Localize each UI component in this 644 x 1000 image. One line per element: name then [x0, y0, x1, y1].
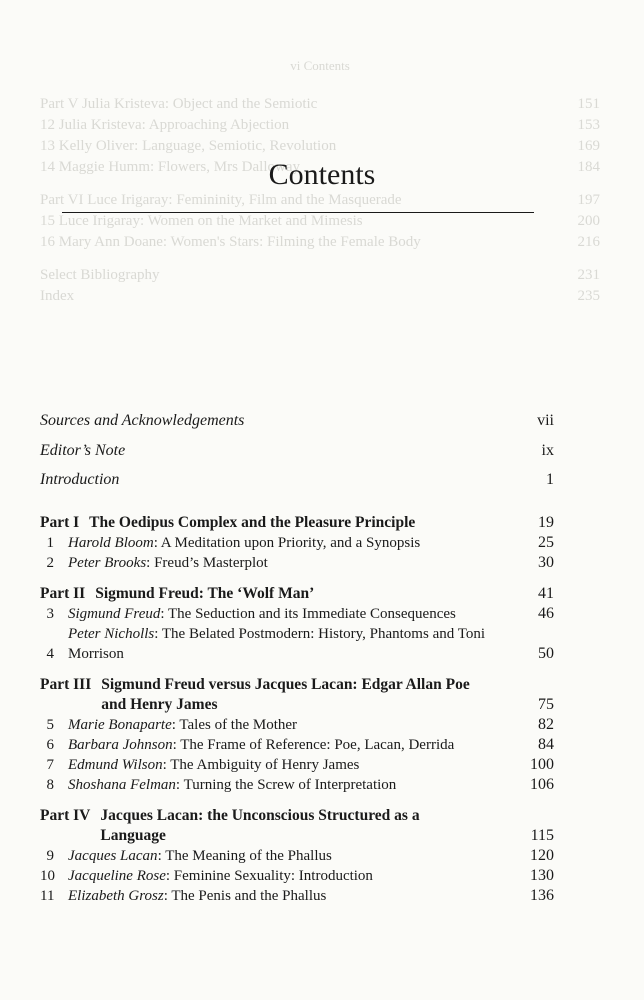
part-title: Sigmund Freud versus Jacques Lacan: Edgar Allan Poe and Henry James — [101, 675, 470, 713]
chapter-number: 9 — [46, 847, 54, 864]
chapter-author: Marie Bonaparte — [68, 716, 172, 733]
bleed-row-page: 197 — [577, 192, 600, 208]
chapter-entry — [40, 755, 554, 775]
page-number: 120 — [530, 846, 554, 864]
chapter-text — [68, 533, 538, 553]
chapter-number: 11 — [40, 887, 55, 904]
page-number: 106 — [530, 775, 554, 793]
part-heading — [40, 806, 554, 846]
bleed-row-page: 216 — [577, 234, 600, 250]
page-number: ix — [541, 441, 554, 459]
part-heading-text — [40, 513, 538, 533]
page-number: 46 — [538, 604, 554, 622]
entry-label: Editor’s Note — [40, 441, 126, 459]
chapter-text — [68, 866, 530, 886]
chapter-entry — [40, 604, 554, 624]
part-heading — [40, 513, 554, 533]
chapter-author: Jacques Lacan — [68, 847, 158, 864]
bleed-row-text: Index — [40, 288, 75, 304]
chapter-title: : The Ambiguity of Henry James — [162, 756, 360, 773]
chapter-text — [68, 755, 530, 775]
chapter-number: 7 — [46, 756, 54, 773]
chapter-title: : Tales of the Mother — [171, 716, 298, 733]
bleed-row-page: 235 — [577, 288, 600, 304]
chapter-author: Jacqueline Rose — [68, 867, 166, 884]
chapter-entry — [40, 735, 554, 755]
chapter-title: : The Belated Postmodern: History, Phantoms and Toni Morrison — [68, 625, 485, 662]
chapter-number: 5 — [46, 716, 54, 733]
part-label: Part IV — [40, 806, 91, 824]
chapter-entry — [40, 533, 554, 553]
bleed-row-text: Part V Julia Kristeva: Object and the Semiotic — [40, 96, 318, 112]
entry-label: Introduction — [40, 471, 120, 488]
chapter-title: : The Meaning of the Phallus — [157, 847, 332, 864]
page-title: Contents — [268, 158, 376, 191]
bleed-row-page: 200 — [577, 213, 600, 229]
page-number: 75 — [538, 695, 554, 713]
part-title: Sigmund Freud: The ‘Wolf Man’ — [95, 584, 315, 602]
part-label: Part I — [40, 513, 80, 531]
chapter-number: 2 — [46, 554, 54, 571]
part-title: The Oedipus Complex and the Pleasure Principle — [89, 513, 416, 531]
chapter-number: 1 — [46, 534, 54, 551]
entry-label: Sources and Acknowledgements — [40, 412, 245, 429]
chapter-title: : The Seduction and its Immediate Consequences — [160, 605, 456, 622]
chapter-title: : The Frame of Reference: Poe, Lacan, Derrida — [172, 736, 455, 753]
page-number: 1 — [546, 471, 554, 488]
page-number: 136 — [530, 886, 554, 904]
chapter-author: Harold Bloom — [68, 534, 154, 551]
title-rule — [62, 212, 534, 213]
part-heading-text — [40, 675, 538, 715]
page-number: 100 — [530, 755, 554, 773]
page-number: 82 — [538, 715, 554, 733]
chapter-text — [68, 604, 538, 624]
bleed-row — [40, 94, 600, 115]
page-number: 115 — [530, 826, 554, 844]
page-number: 25 — [538, 533, 554, 551]
front-matter-entry — [40, 442, 554, 472]
bleed-row — [40, 190, 600, 211]
page-number: vii — [537, 412, 554, 429]
bleed-row-text: 12 Julia Kristeva: Approaching Abjection — [40, 117, 290, 133]
bleed-row-text: 13 Kelly Oliver: Language, Semiotic, Revolution — [40, 138, 337, 154]
chapter-title: : The Penis and the Phallus — [163, 887, 327, 904]
front-matter-entry — [40, 471, 554, 501]
bleed-row — [40, 211, 600, 232]
chapter-text — [68, 715, 538, 735]
chapter-entry — [40, 886, 554, 906]
chapter-number: 10 — [40, 867, 55, 884]
part-label: Part II — [40, 584, 86, 602]
bleed-row-text: 16 Mary Ann Doane: Women's Stars: Filming the Female Body — [40, 234, 421, 250]
page-number: 19 — [538, 513, 554, 531]
chapter-text — [68, 553, 538, 573]
part-label: Part III — [40, 675, 92, 693]
bleed-row — [40, 115, 600, 136]
bleed-row-text: Part VI Luce Irigaray: Femininity, Film and the Masquerade — [40, 192, 402, 208]
bleed-running-head: vi Contents — [290, 58, 350, 73]
bleed-row — [40, 232, 600, 253]
part-heading — [40, 584, 554, 604]
page-number: 50 — [538, 644, 554, 662]
chapter-entry — [40, 866, 554, 886]
chapter-text — [68, 775, 530, 795]
bleed-row-text: 14 Maggie Humm: Flowers, Mrs Dalloway — [40, 159, 300, 175]
part-heading — [40, 675, 554, 715]
bleed-row — [40, 286, 600, 307]
chapter-author: Peter Brooks — [68, 554, 147, 571]
chapter-entry — [40, 846, 554, 866]
chapter-title: : Freud’s Masterplot — [146, 554, 268, 571]
part-title: Jacques Lacan: the Unconscious Structured as a Language — [100, 806, 420, 844]
bleed-row — [40, 265, 600, 286]
chapter-author: Elizabeth Grosz — [68, 887, 164, 904]
chapter-number: 4 — [46, 645, 54, 662]
page-number: 41 — [538, 584, 554, 602]
bleed-row-text: Select Bibliography — [40, 267, 160, 283]
bleed-row-page: 231 — [577, 267, 600, 283]
part-heading-text — [40, 584, 538, 604]
chapter-entry — [40, 715, 554, 735]
bleed-row — [40, 136, 600, 157]
chapter-title: : A Meditation upon Priority, and a Synopsis — [153, 534, 421, 551]
chapter-text — [68, 735, 538, 755]
chapter-author: Peter Nicholls — [68, 625, 155, 642]
chapter-text — [68, 846, 530, 866]
front-matter-entry — [40, 412, 554, 442]
chapter-title: : Turning the Screw of Interpretation — [175, 776, 397, 793]
page-number: 130 — [530, 866, 554, 884]
chapter-entry — [40, 775, 554, 795]
chapter-text — [68, 624, 538, 664]
bleed-row-page: 151 — [577, 96, 600, 112]
chapter-number: 8 — [46, 776, 54, 793]
chapter-author: Edmund Wilson — [68, 756, 163, 773]
chapter-number: 6 — [46, 736, 54, 753]
bleed-row-text: 15 Luce Irigaray: Women on the Market and Mimesis — [40, 213, 363, 229]
chapter-entry — [40, 553, 554, 573]
chapter-text — [68, 886, 530, 906]
bleed-row-page: 184 — [577, 159, 600, 175]
page-number: 84 — [538, 735, 554, 753]
bleed-row-page: 169 — [577, 138, 600, 154]
chapter-title: : Feminine Sexuality: Introduction — [165, 867, 373, 884]
bleed-row-page: 153 — [577, 117, 600, 133]
chapter-author: Barbara Johnson — [68, 736, 173, 753]
page-number: 30 — [538, 553, 554, 571]
chapter-author: Sigmund Freud — [68, 605, 161, 622]
chapter-entry — [40, 624, 554, 664]
chapter-number: 3 — [46, 605, 54, 622]
chapter-author: Shoshana Felman — [68, 776, 176, 793]
table-of-contents — [40, 412, 554, 906]
part-heading-text — [40, 806, 531, 846]
